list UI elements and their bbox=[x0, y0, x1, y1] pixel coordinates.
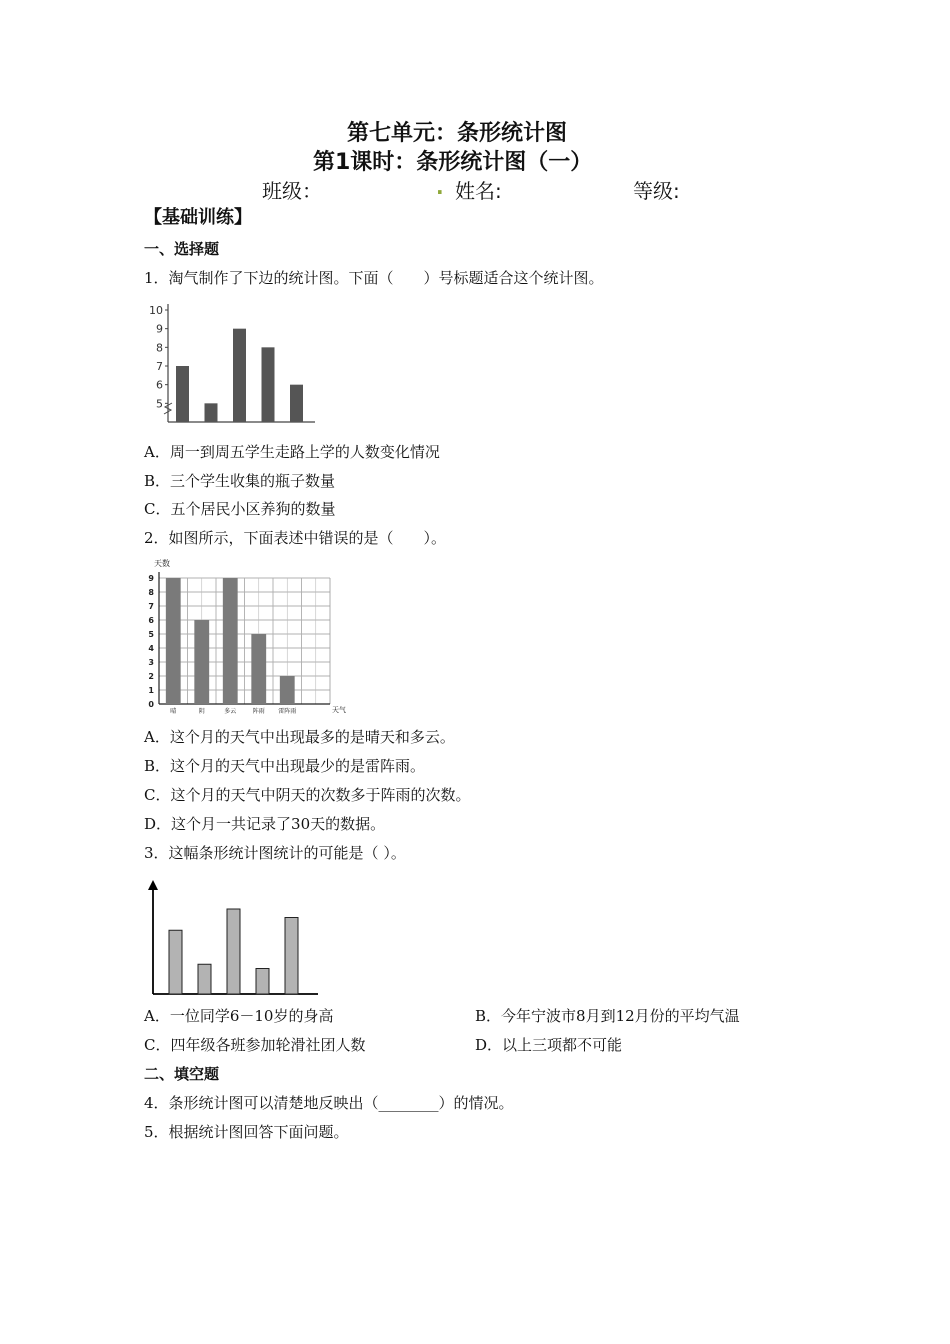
y-tick-label: 3 bbox=[148, 658, 154, 667]
x-axis-title: 天气 bbox=[332, 706, 346, 714]
y-tick-label: 9 bbox=[156, 322, 163, 336]
y-tick-label: 1 bbox=[148, 686, 154, 695]
bar bbox=[166, 578, 181, 704]
q1-stem: 1．淘气制作了下边的统计图。下面（ ）号标题适合这个统计图。 bbox=[144, 269, 604, 287]
bar bbox=[227, 909, 240, 994]
x-tick-label: 阵雨 bbox=[252, 708, 265, 715]
y-tick-label: 9 bbox=[148, 574, 154, 583]
y-tick-label: 2 bbox=[148, 672, 154, 681]
q3-option-b: B．今年宁波市8月到12月份的平均气温 bbox=[475, 1007, 740, 1025]
q1-option-c: C．五个居民小区养狗的数量 bbox=[144, 500, 336, 518]
bar bbox=[262, 347, 275, 422]
x-tick-label: 雷阵雨 bbox=[278, 708, 297, 715]
section-fill: 二、填空题 bbox=[144, 1065, 220, 1083]
bar bbox=[233, 329, 246, 422]
x-tick-label: 阴 bbox=[198, 708, 205, 715]
bar bbox=[256, 969, 269, 995]
q2-stem: 2．如图所示，下面表述中错误的是（ ）。 bbox=[144, 529, 447, 547]
y-tick-label: 7 bbox=[148, 602, 154, 611]
q2-option-b: B．这个月的天气中出现最少的是雷阵雨。 bbox=[144, 757, 426, 775]
q4-stem: 4．条形统计图可以清楚地反映出（________）的情况。 bbox=[144, 1094, 514, 1112]
q2-option-c: C．这个月的天气中阴天的次数多于阵雨的次数。 bbox=[144, 786, 471, 804]
y-tick-label: 8 bbox=[148, 588, 154, 597]
bar bbox=[176, 366, 189, 422]
bar bbox=[280, 676, 295, 704]
q1-option-b: B．三个学生收集的瓶子数量 bbox=[144, 472, 336, 490]
q2-chart bbox=[140, 556, 360, 716]
bar bbox=[251, 634, 266, 704]
q3-stem: 3．这幅条形统计图统计的可能是（ ）。 bbox=[144, 844, 406, 862]
q1-chart bbox=[140, 298, 330, 428]
y-tick-label: 0 bbox=[148, 700, 154, 709]
bar bbox=[290, 385, 303, 422]
y-tick-label: 4 bbox=[148, 644, 154, 653]
q3-option-d: D．以上三项都不可能 bbox=[475, 1036, 623, 1054]
q1-option-a: A．周一到周五学生走路上学的人数变化情况 bbox=[144, 443, 440, 461]
y-tick-label: 5 bbox=[156, 397, 163, 411]
x-tick-label: 多云 bbox=[224, 708, 237, 715]
q3-chart bbox=[140, 872, 330, 1000]
name-label: 姓名: bbox=[455, 179, 502, 203]
y-tick-label: 5 bbox=[148, 630, 154, 639]
section-basic-training: 【基础训练】 bbox=[144, 207, 252, 228]
separator-dot: . bbox=[436, 175, 444, 199]
q3-option-a: A．一位同学6－10岁的身高 bbox=[144, 1007, 334, 1025]
y-axis-arrow bbox=[148, 880, 158, 890]
bar bbox=[223, 578, 238, 704]
q3-option-c: C．四年级各班参加轮滑社团人数 bbox=[144, 1036, 366, 1054]
bar bbox=[285, 918, 298, 995]
y-tick-label: 10 bbox=[149, 304, 163, 317]
q5-stem: 5．根据统计图回答下面问题。 bbox=[144, 1123, 349, 1141]
section-choice: 一、选择题 bbox=[144, 240, 220, 258]
class-label: 班级： bbox=[262, 179, 322, 203]
bar bbox=[169, 930, 182, 994]
q2-option-d: D．这个月一共记录了30天的数据。 bbox=[144, 815, 386, 833]
lesson-title: 第1课时：条形统计图（一） bbox=[313, 150, 593, 175]
bar bbox=[194, 620, 209, 704]
y-axis-title: 天数 bbox=[154, 559, 170, 568]
bar bbox=[198, 964, 211, 994]
bar bbox=[205, 403, 218, 422]
y-tick-label: 8 bbox=[156, 341, 163, 355]
y-tick-label: 7 bbox=[156, 360, 163, 373]
x-tick-label: 晴 bbox=[170, 708, 177, 715]
grade-label: 等级: bbox=[633, 179, 680, 203]
y-tick-label: 6 bbox=[148, 616, 154, 625]
y-tick-label: 6 bbox=[156, 378, 163, 392]
q2-option-a: A．这个月的天气中出现最多的是晴天和多云。 bbox=[144, 728, 455, 746]
unit-title: 第七单元：条形统计图 bbox=[347, 121, 568, 146]
